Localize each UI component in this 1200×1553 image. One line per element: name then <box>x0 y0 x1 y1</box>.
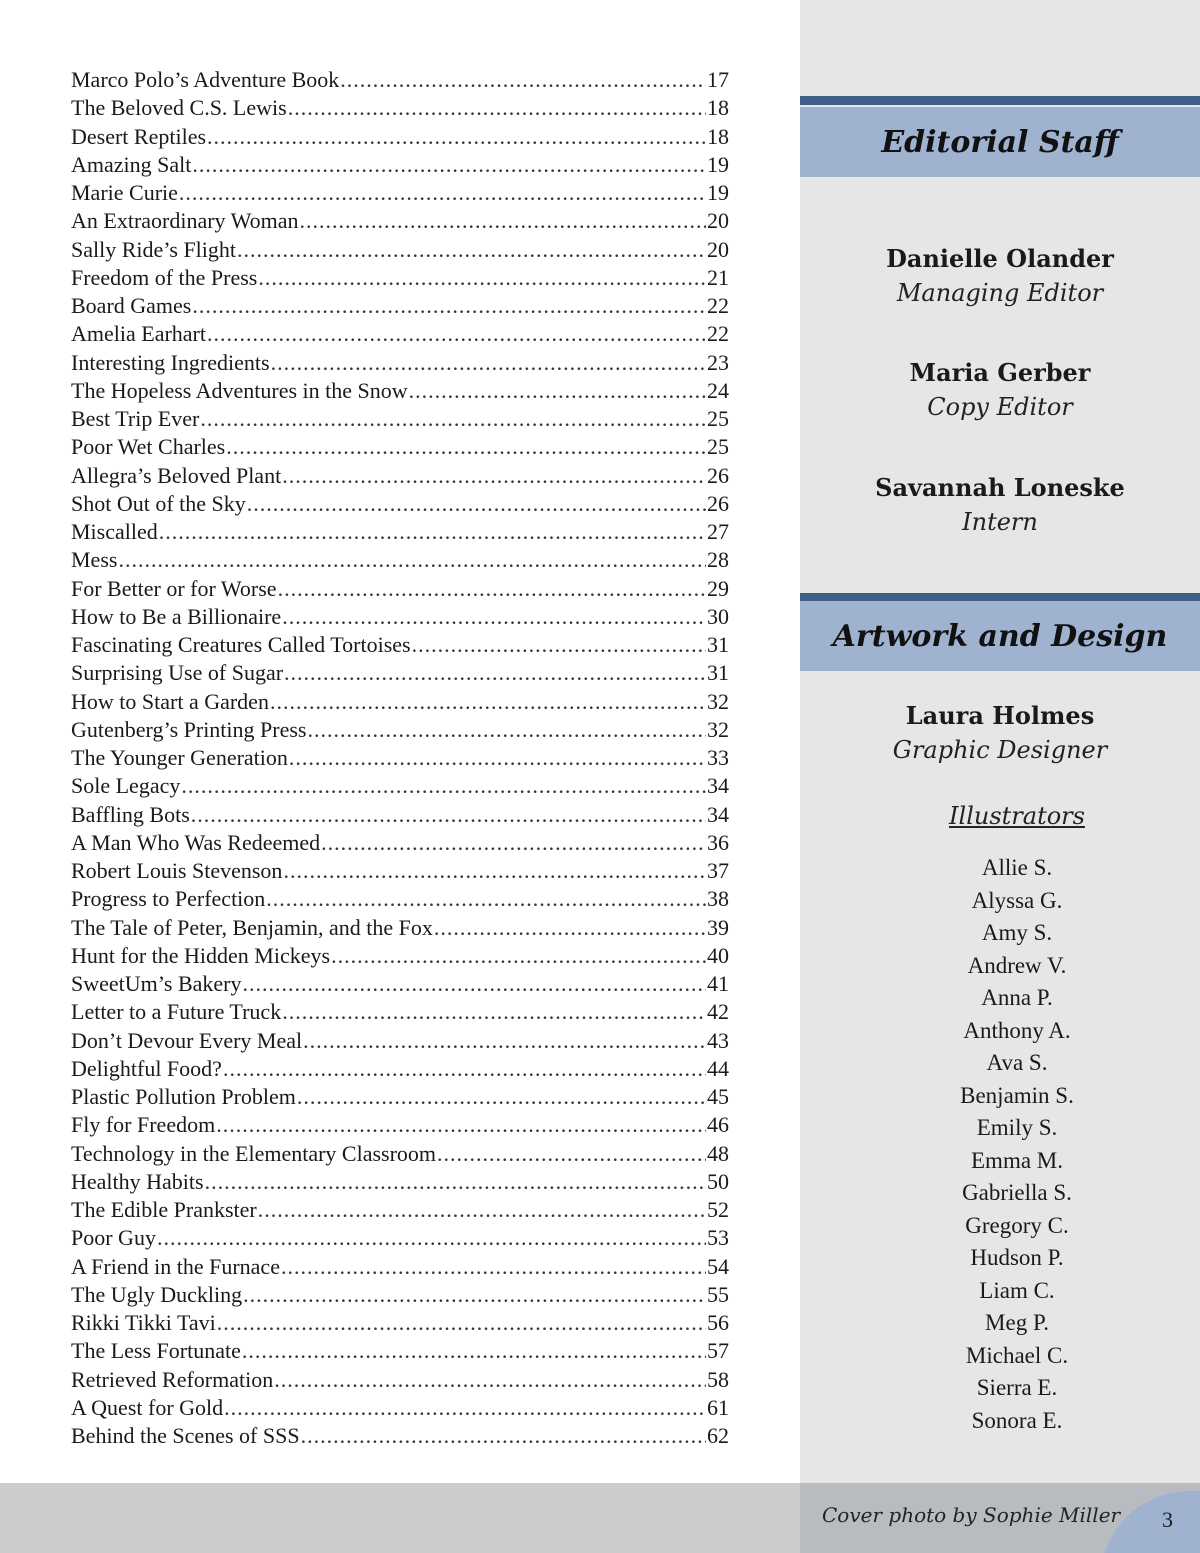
toc-entry-title: Plastic Pollution Problem <box>71 1084 296 1109</box>
toc-entry <box>71 405 729 433</box>
toc-entry <box>71 1422 729 1450</box>
illustrator-name: Gabriella S. <box>962 1180 1072 1205</box>
toc-entry-title: Technology in the Elementary Classroom <box>71 1140 437 1166</box>
dot-leader <box>321 829 706 857</box>
designer-role: Graphic Designer <box>892 736 1108 764</box>
toc-entry-title: SweetUm’s Bakery <box>71 971 242 996</box>
toc-entry-title: Board Games <box>71 293 192 318</box>
toc-entry-page: 32 <box>707 716 729 742</box>
dot-leader <box>200 405 706 433</box>
illustrator-name: Michael C. <box>965 1342 1069 1368</box>
toc-entry-title: For Better or for Worse <box>71 575 277 601</box>
toc-entry-title: Fly for Freedom <box>71 1112 216 1138</box>
dot-leader <box>247 490 706 518</box>
toc-entry-page: 32 <box>707 688 729 714</box>
toc-entry-page: 26 <box>707 462 729 488</box>
page-number: 3 <box>1162 1507 1173 1532</box>
toc-entry-title: A Quest for Gold <box>71 1394 224 1420</box>
dot-leader <box>216 1111 706 1139</box>
toc-entry-page: 54 <box>707 1253 729 1279</box>
toc-entry-page: 40 <box>707 942 729 968</box>
illustrator-name: Hudson P. <box>970 1245 1064 1270</box>
toc-entry <box>71 433 729 461</box>
toc-entry <box>71 207 729 235</box>
dot-leader <box>266 885 706 913</box>
toc-entry-page: 34 <box>707 773 729 799</box>
staff-entry <box>800 356 1200 424</box>
toc-entry-page: 22 <box>707 321 729 347</box>
dot-leader <box>274 1366 706 1394</box>
toc-entry-page: 24 <box>707 377 729 403</box>
illustrator-name: Allie S. <box>981 855 1053 880</box>
staff-sidebar <box>800 0 1200 1483</box>
illustrator-name: Alyssa G. <box>971 887 1063 913</box>
dot-leader <box>243 1281 706 1309</box>
toc-entry <box>71 603 729 631</box>
cover-photo-credit: Cover photo by Sophie Miller <box>822 1503 1121 1527</box>
illustrator-name: Liam C. <box>979 1277 1055 1303</box>
toc-entry <box>71 857 729 885</box>
dot-leader <box>242 1337 706 1365</box>
toc-entry <box>71 1168 729 1196</box>
staff-name: Danielle Olander <box>886 244 1114 273</box>
dot-leader <box>226 433 706 461</box>
toc-entry-title: Marco Polo’s Adventure Book <box>71 67 340 92</box>
toc-entry-page: 46 <box>707 1112 729 1138</box>
toc-entry-title: The Tale of Peter, Benjamin, and the Fox <box>71 914 433 940</box>
toc-entry-page: 29 <box>707 575 729 601</box>
illustrator-name: Andrew V. <box>967 952 1067 978</box>
toc-entry <box>71 942 729 970</box>
toc-entry-title: The Edible Prankster <box>71 1197 257 1222</box>
toc-entry-title: An Extraordinary Woman <box>71 208 299 234</box>
dot-leader <box>283 857 706 885</box>
toc-entry-page: 48 <box>707 1140 729 1166</box>
staff-role: Copy Editor <box>927 393 1073 421</box>
toc-entry <box>71 1224 729 1252</box>
illustrator-name: Meg P. <box>985 1310 1049 1335</box>
dot-leader <box>191 801 706 829</box>
illustrator-name: Anthony A. <box>963 1017 1071 1043</box>
toc-entry-page: 31 <box>707 660 729 686</box>
toc-entry <box>71 1337 729 1365</box>
toc-entry <box>71 1394 729 1422</box>
toc-entry-title: Behind the Scenes of SSS <box>71 1423 300 1448</box>
illustrator-name: Anna P. <box>981 985 1053 1010</box>
toc-entry-title: Gutenberg’s Printing Press <box>71 716 307 742</box>
toc-entry-title: The Ugly Duckling <box>71 1281 243 1307</box>
illustrators-heading: Illustrators <box>949 802 1085 830</box>
toc-entry-title: Healthy Habits <box>71 1168 204 1194</box>
toc-entry-title: The Beloved C.S. Lewis <box>71 95 287 121</box>
toc-entry <box>71 1055 729 1083</box>
toc-entry-page: 23 <box>707 349 729 375</box>
toc-entry <box>71 914 729 942</box>
staff-entry <box>800 242 1200 310</box>
toc-entry <box>71 744 729 772</box>
toc-entry-title: The Hopeless Adventures in the Snow <box>71 377 408 403</box>
toc-entry-page: 53 <box>707 1225 729 1251</box>
toc-entry <box>71 179 729 207</box>
toc-entry <box>71 575 729 603</box>
toc-entry-title: Best Trip Ever <box>71 406 200 431</box>
toc-entry-title: Miscalled <box>71 519 158 544</box>
dot-leader <box>282 998 706 1026</box>
toc-entry-page: 39 <box>707 914 729 940</box>
toc-entry-title: Marie Curie <box>71 180 178 205</box>
page-footer <box>0 1483 1200 1553</box>
dot-leader <box>258 1196 706 1224</box>
toc-entry <box>71 490 729 518</box>
dot-leader <box>157 1224 706 1252</box>
staff-entry <box>800 471 1200 539</box>
toc-entry <box>71 292 729 320</box>
toc-entry <box>71 1027 729 1055</box>
dot-leader <box>242 970 706 998</box>
dot-leader <box>159 518 706 546</box>
toc-entry-page: 30 <box>707 603 729 629</box>
toc-entry-title: Baffling Bots <box>71 801 190 827</box>
toc-entry-page: 18 <box>707 95 729 121</box>
toc-entry-title: How to Start a Garden <box>71 688 269 714</box>
toc-entry-page: 20 <box>707 236 729 262</box>
toc-entry-title: Interesting Ingredients <box>71 349 270 375</box>
dot-leader <box>437 1140 706 1168</box>
toc-entry-page: 36 <box>707 829 729 855</box>
toc-entry-page: 18 <box>707 123 729 149</box>
table-of-contents <box>71 66 729 1450</box>
toc-entry-title: Retrieved Reformation <box>71 1366 274 1392</box>
toc-entry-page: 37 <box>707 858 729 883</box>
dot-leader <box>207 123 706 151</box>
toc-entry-page: 27 <box>707 519 729 544</box>
toc-entry-page: 20 <box>707 208 729 234</box>
dot-leader <box>282 603 706 631</box>
toc-entry-title: Letter to a Future Truck <box>71 999 282 1025</box>
toc-entry-page: 61 <box>707 1394 729 1420</box>
designer-entry <box>800 699 1200 767</box>
toc-entry <box>71 66 729 94</box>
dot-leader <box>205 1168 706 1196</box>
toc-entry <box>71 829 729 857</box>
toc-entry-title: Progress to Perfection <box>71 886 266 912</box>
toc-entry-page: 19 <box>707 151 729 177</box>
toc-entry <box>71 518 729 546</box>
dot-leader <box>281 1253 706 1281</box>
toc-entry <box>71 377 729 405</box>
toc-entry-title: Poor Guy <box>71 1225 156 1251</box>
toc-entry <box>71 123 729 151</box>
dot-leader <box>237 236 706 264</box>
dot-leader <box>297 1083 706 1111</box>
toc-entry <box>71 1309 729 1337</box>
section-divider <box>800 96 1200 105</box>
illustrator-name: Ava S. <box>986 1050 1048 1075</box>
dot-leader <box>340 66 706 94</box>
toc-entry-title: A Friend in the Furnace <box>71 1253 280 1279</box>
toc-entry-title: Robert Louis Stevenson <box>71 858 283 883</box>
toc-entry-page: 17 <box>707 67 729 92</box>
staff-name: Maria Gerber <box>909 358 1091 387</box>
dot-leader <box>223 1055 706 1083</box>
toc-entry <box>71 94 729 122</box>
toc-entry-page: 28 <box>707 547 729 573</box>
toc-entry-title: A Man Who Was Redeemed <box>71 829 321 855</box>
toc-entry <box>71 772 729 800</box>
dot-leader <box>412 631 706 659</box>
toc-entry-page: 33 <box>707 745 729 770</box>
toc-entry-title: Freedom of the Press <box>71 264 258 290</box>
dot-leader <box>282 462 706 490</box>
toc-entry <box>71 801 729 829</box>
dot-leader <box>300 207 706 235</box>
toc-entry-title: Shot Out of the Sky <box>71 490 246 516</box>
toc-entry-title: Desert Reptiles <box>71 123 207 149</box>
dot-leader <box>289 744 706 772</box>
illustrator-name: Sonora E. <box>971 1407 1063 1433</box>
dot-leader <box>307 716 706 744</box>
toc-entry <box>71 1083 729 1111</box>
toc-entry-title: Sally Ride’s Flight <box>71 236 237 262</box>
dot-leader <box>192 151 706 179</box>
designer-name: Laura Holmes <box>905 701 1095 730</box>
dot-leader <box>301 1422 706 1450</box>
toc-entry-title: Fascinating Creatures Called Tortoises <box>71 632 411 657</box>
toc-entry <box>71 970 729 998</box>
toc-entry-page: 25 <box>707 406 729 431</box>
toc-entry <box>71 264 729 292</box>
toc-entry-title: Sole Legacy <box>71 773 181 799</box>
dot-leader <box>278 575 706 603</box>
dot-leader <box>181 772 706 800</box>
toc-entry <box>71 631 729 659</box>
staff-role: Intern <box>962 508 1038 536</box>
illustrator-name: Emma M. <box>971 1147 1063 1173</box>
illustrator-name: Sierra E. <box>976 1375 1058 1400</box>
dot-leader <box>271 349 706 377</box>
toc-entry-title: Allegra’s Beloved Plant <box>71 462 282 488</box>
toc-entry-page: 25 <box>707 434 729 460</box>
illustrators-list <box>800 852 1200 1437</box>
toc-entry <box>71 998 729 1026</box>
toc-entry-title: Amelia Earhart <box>71 321 206 347</box>
dot-leader <box>192 292 706 320</box>
dot-leader <box>118 546 706 574</box>
toc-entry <box>71 1111 729 1139</box>
toc-entry-page: 38 <box>707 886 729 912</box>
staff-name: Savannah Loneske <box>875 473 1125 502</box>
toc-entry-page: 43 <box>707 1027 729 1053</box>
toc-entry <box>71 1196 729 1224</box>
toc-entry-page: 34 <box>707 801 729 827</box>
toc-entry-page: 50 <box>707 1168 729 1194</box>
dot-leader <box>179 179 706 207</box>
toc-entry-page: 62 <box>707 1423 729 1448</box>
toc-entry-page: 44 <box>707 1055 729 1081</box>
toc-entry-title: Mess <box>71 547 118 573</box>
toc-entry-page: 41 <box>707 971 729 996</box>
dot-leader <box>331 942 706 970</box>
toc-entry <box>71 349 729 377</box>
dot-leader <box>270 688 706 716</box>
toc-entry-title: Amazing Salt <box>71 151 192 177</box>
toc-entry-title: Surprising Use of Sugar <box>71 660 284 686</box>
dot-leader <box>303 1027 706 1055</box>
toc-entry-page: 58 <box>707 1366 729 1392</box>
toc-entry-page: 26 <box>707 490 729 516</box>
toc-entry <box>71 659 729 687</box>
toc-entry-page: 56 <box>707 1310 729 1335</box>
toc-entry-title: Don’t Devour Every Meal <box>71 1027 303 1053</box>
toc-entry <box>71 1281 729 1309</box>
toc-entry-page: 55 <box>707 1281 729 1307</box>
toc-entry-page: 45 <box>707 1084 729 1109</box>
dot-leader <box>284 659 706 687</box>
dot-leader <box>217 1309 706 1337</box>
toc-entry-page: 42 <box>707 999 729 1025</box>
toc-entry <box>71 546 729 574</box>
artwork-design-heading: Artwork and Design <box>800 601 1200 671</box>
toc-entry <box>71 236 729 264</box>
toc-entry-page: 52 <box>707 1197 729 1222</box>
toc-entry-page: 31 <box>707 632 729 657</box>
toc-entry <box>71 151 729 179</box>
dot-leader <box>409 377 706 405</box>
toc-entry <box>71 688 729 716</box>
toc-entry-title: Hunt for the Hidden Mickeys <box>71 942 331 968</box>
toc-entry-title: The Younger Generation <box>71 745 288 770</box>
dot-leader <box>207 320 706 348</box>
toc-entry-title: The Less Fortunate <box>71 1338 241 1364</box>
dot-leader <box>288 94 706 122</box>
dot-leader <box>258 264 706 292</box>
toc-entry <box>71 1140 729 1168</box>
toc-entry-page: 19 <box>707 180 729 205</box>
toc-entry-page: 21 <box>707 264 729 290</box>
toc-entry-title: Delightful Food? <box>71 1055 222 1081</box>
toc-entry-page: 57 <box>707 1338 729 1364</box>
toc-entry <box>71 320 729 348</box>
toc-entry-title: How to Be a Billionaire <box>71 603 282 629</box>
illustrator-name: Emily S. <box>976 1115 1058 1140</box>
illustrator-name: Benjamin S. <box>960 1082 1074 1108</box>
staff-role: Managing Editor <box>896 279 1104 307</box>
dot-leader <box>224 1394 706 1422</box>
toc-entry-page: 22 <box>707 293 729 318</box>
toc-entry <box>71 1366 729 1394</box>
toc-entry-title: Rikki Tikki Tavi <box>71 1310 216 1335</box>
editorial-staff-heading: Editorial Staff <box>800 107 1200 177</box>
toc-entry <box>71 1253 729 1281</box>
illustrator-name: Amy S. <box>981 920 1053 945</box>
dot-leader <box>434 914 706 942</box>
toc-entry <box>71 885 729 913</box>
toc-entry-title: Poor Wet Charles <box>71 434 226 460</box>
toc-entry <box>71 716 729 744</box>
toc-entry <box>71 462 729 490</box>
illustrator-name: Gregory C. <box>965 1212 1069 1238</box>
